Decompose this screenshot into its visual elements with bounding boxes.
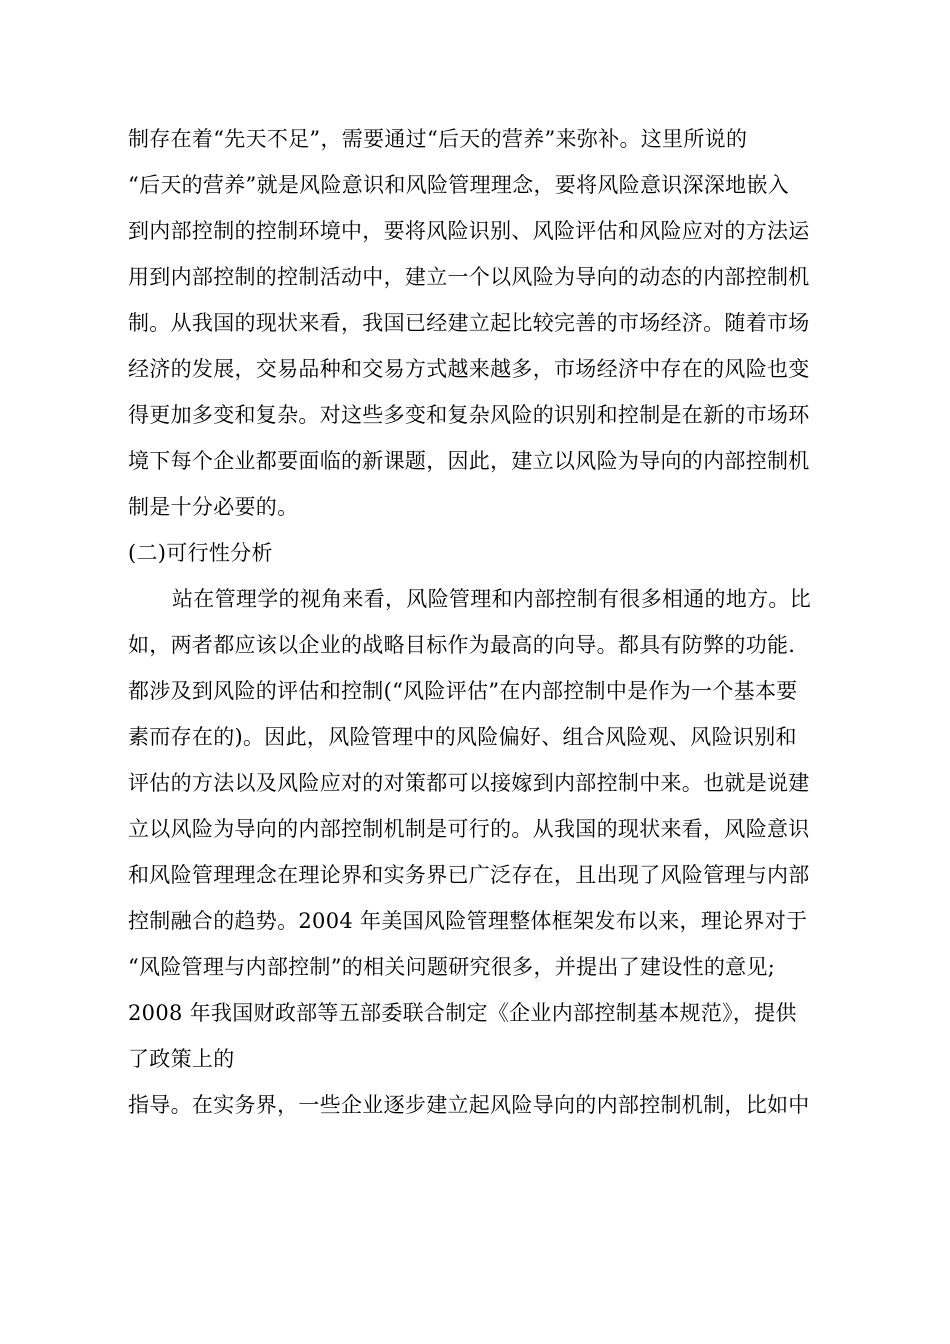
- text-line-6: 经济的发展，交易品种和交易方式越来越多，市场经济中存在的风险也变: [128, 357, 810, 381]
- text-line-13: 都涉及到风险的评估和控制(“风险评估”在内部控制中是作为一个基本要: [128, 679, 798, 703]
- text-line-20: 2008 年我国财政部等五部委联合制定《企业内部控制基本规范》，提供: [128, 1001, 797, 1025]
- text-line-14: 素而存在的)。因此，风险管理中的风险偏好、组合风险观、风险识别和: [128, 725, 797, 749]
- text-line-12: 如，两者都应该以企业的战略目标作为最高的向导。都具有防弊的功能.: [128, 633, 796, 657]
- text-line-7: 得更加多变和复杂。对这些多变和复杂风险的识别和控制是在新的市场环: [128, 403, 810, 427]
- text-line-17: 和风险管理理念在理论界和实务界已广泛存在，且出现了风险管理与内部: [128, 863, 810, 887]
- text-line-8: 境下每个企业都要面临的新课题，因此，建立以风险为导向的内部控制机: [128, 449, 810, 473]
- text-line-15: 评估的方法以及风险应对的对策都可以接嫁到内部控制中来。也就是说建: [128, 771, 810, 795]
- text-line-4: 用到内部控制的控制活动中，建立一个以风险为导向的动态的内部控制机: [128, 265, 810, 289]
- text-line-1: 制存在着“先天不足”，需要通过“后天的营养”来弥补。这里所说的: [128, 127, 748, 151]
- text-line-18: 控制融合的趋势。2004 年美国风险管理整体框架发布以来，理论界对于: [128, 909, 808, 933]
- text-line-5: 制。从我国的现状来看，我国已经建立起比较完善的市场经济。随着市场: [128, 311, 810, 335]
- text-line-21: 了政策上的: [128, 1047, 235, 1071]
- text-line-11: 站在管理学的视角来看，风险管理和内部控制有很多相通的地方。比: [172, 587, 811, 611]
- text-line-19: “风险管理与内部控制”的相关问题研究很多，并提出了建设性的意见;: [128, 955, 776, 979]
- text-line-22: 指导。在实务界，一些企业逐步建立起风险导向的内部控制机制，比如中: [128, 1093, 810, 1117]
- text-line-2: “后天的营养”就是风险意识和风险管理理念，要将风险意识深深地嵌入: [128, 173, 790, 197]
- section-heading: (二)可行性分析: [128, 541, 273, 565]
- text-line-16: 立以风险为导向的内部控制机制是可行的。从我国的现状来看，风险意识: [128, 817, 810, 841]
- text-line-3: 到内部控制的控制环境中，要将风险识别、风险评估和风险应对的方法运: [128, 219, 810, 243]
- text-line-9: 制是十分必要的。: [128, 495, 299, 519]
